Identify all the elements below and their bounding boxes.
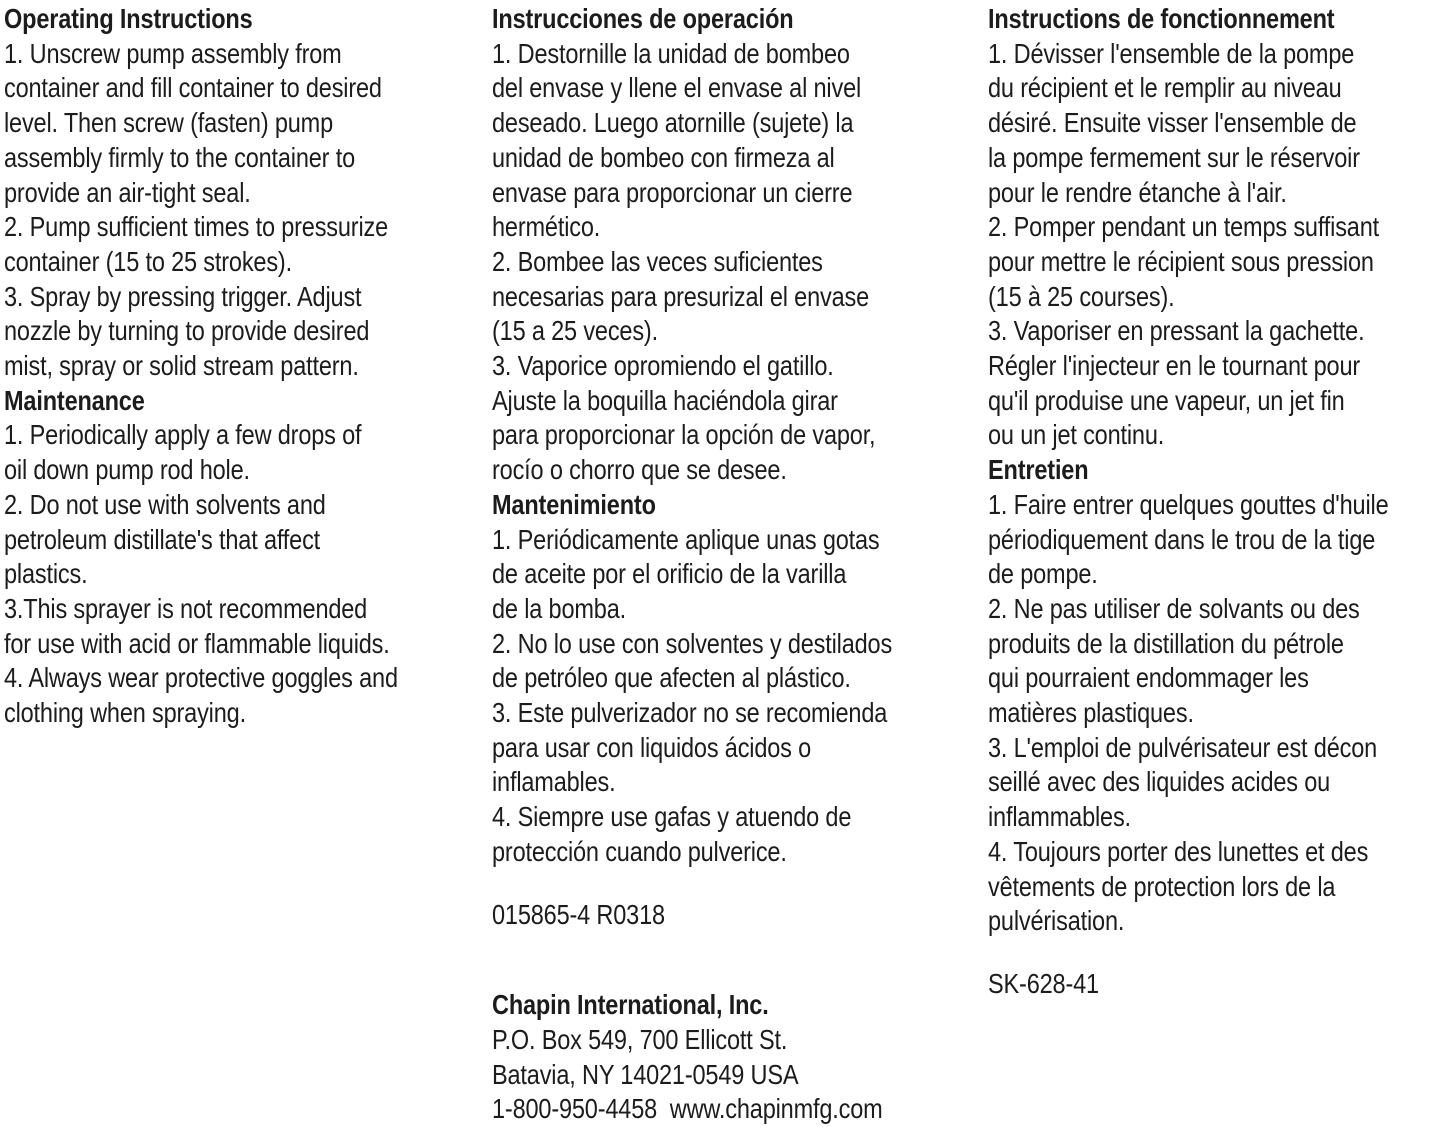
text-line: qu'il produise une vapeur, un jet fin	[988, 384, 1345, 416]
company-address-line: P.O. Box 549, 700 Ellicott St.	[492, 1023, 788, 1055]
company-address-line: Batavia, NY 14021-0549 USA	[492, 1058, 799, 1090]
text-line: ou un jet continu.	[988, 419, 1165, 451]
text-line: 2. Do not use with solvents and	[4, 488, 326, 520]
text-line: mist, spray or solid stream pattern.	[4, 350, 359, 382]
text-line: petroleum distillate's that affect	[4, 523, 321, 555]
text-line: 2. Bombee las veces suficientes	[492, 245, 823, 277]
text-line: hermético.	[492, 211, 601, 243]
text-line: deseado. Luego atornille (sujete) la	[492, 107, 854, 139]
text-line: Ajuste la boquilla haciéndola girar	[492, 384, 838, 416]
text-line: 2. Pomper pendant un temps suffisant	[988, 211, 1379, 243]
text-line: 1. Dévisser l'ensemble de la pompe	[988, 37, 1355, 69]
text-line: clothing when spraying.	[4, 697, 246, 729]
text-line: 3. Vaporiser en pressant la gachette.	[988, 315, 1365, 347]
part-number-revision: 015865-4 R0318	[492, 898, 665, 930]
text-line: oil down pump rod hole.	[4, 454, 250, 486]
text-line: container and fill container to desired	[4, 72, 382, 104]
spacer	[492, 960, 962, 988]
text-line: 1. Periódicamente aplique unas gotas	[492, 523, 880, 555]
spacer	[988, 939, 1445, 967]
text-line: périodiquement dans le trou de la tige	[988, 523, 1376, 555]
text-line: Régler l'injecteur en le tournant pour	[988, 350, 1361, 382]
text-line: 3. Vaporice opromiendo el gatillo.	[492, 350, 834, 382]
text-line: for use with acid or flammable liquids.	[4, 627, 390, 659]
text-line: 1. Destornille la unidad de bombeo	[492, 37, 850, 69]
text-line: level. Then screw (fasten) pump	[4, 107, 334, 139]
text-line: del envase y llene el envase al nivel	[492, 72, 862, 104]
text-line: inflammables.	[988, 801, 1131, 833]
text-line: 3.This sprayer is not recommended	[4, 592, 368, 624]
instrucciones-heading: Instrucciones de operación	[492, 3, 794, 34]
text-line: envase para proporcionar un cierre	[492, 176, 853, 208]
text-line: seillé avec des liquides acides ou	[988, 766, 1331, 798]
text-line: 2. No lo use con solventes y destilados	[492, 627, 893, 659]
text-line: unidad de bombeo con firmeza al	[492, 141, 835, 173]
text-line: de pompe.	[988, 558, 1098, 590]
column-spanish	[492, 2, 962, 1127]
text-line: rocío o chorro que se desee.	[492, 454, 787, 486]
text-line: 3. Spray by pressing trigger. Adjust	[4, 280, 362, 312]
maintenance-heading: Maintenance	[4, 384, 145, 416]
spacer	[492, 932, 962, 960]
text-line: assembly firmly to the container to	[4, 141, 355, 173]
text-line: plastics.	[4, 558, 88, 590]
text-line: 3. Este pulverizador no se recomienda	[492, 697, 888, 729]
text-line: pulvérisation.	[988, 905, 1125, 937]
instructions-fr-heading: Instructions de fonctionnement	[988, 3, 1335, 34]
text-line: 1. Unscrew pump assembly from	[4, 37, 342, 69]
text-line: la pompe fermement sur le réservoir	[988, 141, 1360, 173]
text-line: pour mettre le récipient sous pression	[988, 245, 1374, 277]
text-line: 4. Toujours porter des lunettes et des	[988, 835, 1369, 867]
text-line: de petróleo que afecten al plástico.	[492, 662, 851, 694]
text-line: 3. L'emploi de pulvérisateur est décon	[988, 731, 1378, 763]
text-line: 4. Siempre use gafas y atuendo de	[492, 801, 852, 833]
text-line: para usar con liquidos ácidos o	[492, 731, 812, 763]
text-line: nozzle by turning to provide desired	[4, 315, 370, 347]
text-line: 2. Pump sufficient times to pressurize	[4, 211, 389, 243]
entretien-heading: Entretien	[988, 454, 1089, 486]
text-line: 2. Ne pas utiliser de solvants ou des	[988, 592, 1360, 624]
text-line: para proporcionar la opción de vapor,	[492, 419, 876, 451]
text-line: (15 a 25 veces).	[492, 315, 658, 347]
text-line: necesarias para presurizal el envase	[492, 280, 870, 312]
company-name: Chapin International, Inc.	[492, 989, 769, 1021]
operating-instructions-heading: Operating Instructions	[4, 3, 253, 34]
column-french	[988, 2, 1445, 1002]
text-line: provide an air-tight seal.	[4, 176, 251, 208]
text-line: produits de la distillation du pétrole	[988, 627, 1344, 659]
text-line: matières plastiques.	[988, 697, 1194, 729]
text-line: de aceite por el orificio de la varilla	[492, 558, 847, 590]
text-line: désiré. Ensuite visser l'ensemble de	[988, 107, 1357, 139]
spacer	[492, 870, 962, 898]
text-line: qui pourraient endommager les	[988, 662, 1309, 694]
model-number: SK-628-41	[988, 967, 1099, 999]
text-line: de la bomba.	[492, 592, 626, 624]
text-line: 1. Periodically apply a few drops of	[4, 419, 362, 451]
text-line: protección cuando pulverice.	[492, 835, 787, 867]
text-line: 1. Faire entrer quelques gouttes d'huile	[988, 488, 1389, 520]
mantenimiento-heading: Mantenimiento	[492, 488, 656, 520]
text-line: 4. Always wear protective goggles and	[4, 662, 398, 694]
column-english	[4, 2, 474, 731]
text-line: du récipient et le remplir au niveau	[988, 72, 1342, 104]
company-phone-website: 1-800-950-4458 www.chapinmfg.com	[492, 1093, 883, 1125]
text-line: pour le rendre étanche à l'air.	[988, 176, 1287, 208]
text-line: container (15 to 25 strokes).	[4, 245, 292, 277]
text-line: (15 à 25 courses).	[988, 280, 1175, 312]
text-line: inflamables.	[492, 766, 616, 798]
text-line: vêtements de protection lors de la	[988, 870, 1336, 902]
